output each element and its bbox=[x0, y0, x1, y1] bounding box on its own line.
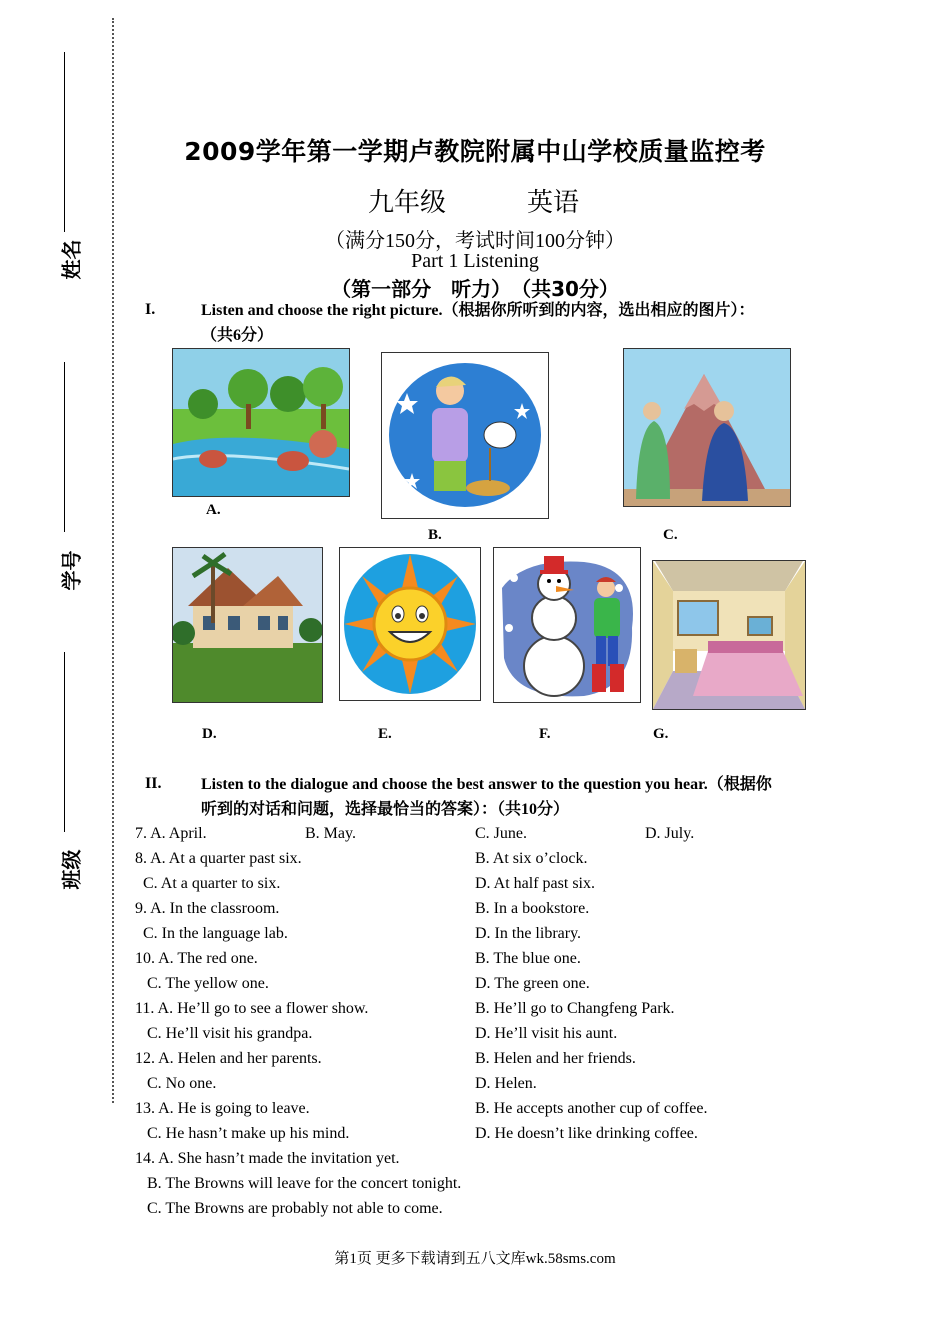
picture-e-label: E. bbox=[378, 726, 392, 742]
picture-d-label: D. bbox=[202, 726, 217, 742]
picture-c bbox=[623, 348, 791, 507]
woman-pouring-tea-icon bbox=[382, 353, 548, 518]
q12-option-a: 12. A. Helen and her parents. bbox=[135, 1050, 322, 1067]
picture-e bbox=[339, 547, 481, 701]
page-footer: 第1页 更多下载请到五八文库wk.58sms.com bbox=[334, 1251, 616, 1267]
q11-option-b: B. He’ll go to Changfeng Park. bbox=[475, 1000, 675, 1017]
picture-g-label: G. bbox=[653, 726, 669, 742]
q9-option-b: B. In a bookstore. bbox=[475, 900, 590, 917]
q13-option-a: 13. A. He is going to leave. bbox=[135, 1100, 310, 1117]
q8-option-c: C. At a quarter to six. bbox=[143, 875, 281, 892]
q12-option-d: D. Helen. bbox=[475, 1075, 537, 1092]
score-time: （满分150分，考试时间100分钟） bbox=[325, 230, 625, 252]
picture-g bbox=[652, 560, 806, 710]
q9-option-c: C. In the language lab. bbox=[143, 925, 288, 942]
class-line bbox=[64, 652, 65, 832]
people-by-mountain-icon bbox=[624, 349, 790, 506]
picture-f bbox=[493, 547, 641, 703]
q10-option-c: C. The yellow one. bbox=[147, 975, 269, 992]
picture-d bbox=[172, 547, 323, 703]
q7-option-a: 7. A. April. bbox=[135, 825, 207, 842]
picture-b bbox=[381, 352, 549, 519]
q7-option-c: C. June. bbox=[475, 825, 527, 842]
q8-option-a: 8. A. At a quarter past six. bbox=[135, 850, 302, 867]
part-cn-title: （第一部分 听力） （共30分） bbox=[331, 277, 619, 301]
q9-option-a: 9. A. In the classroom. bbox=[135, 900, 280, 917]
q10-option-a: 10. A. The red one. bbox=[135, 950, 258, 967]
name-label: 姓名 bbox=[59, 239, 84, 280]
smiling-sun-icon bbox=[340, 548, 480, 700]
picture-f-label: F. bbox=[539, 726, 551, 742]
section1-instruction: Listen and choose the right picture.（根据你所听到的内容，选出相应的图片）： bbox=[201, 302, 755, 319]
student-id-label: 学号 bbox=[59, 550, 84, 591]
bedroom-icon bbox=[653, 561, 805, 709]
house-with-lawn-icon bbox=[173, 548, 322, 702]
grade: 九年级 bbox=[368, 188, 447, 218]
picture-c-label: C. bbox=[663, 527, 678, 543]
q14-option-b: B. The Browns will leave for the concert tonight. bbox=[147, 1175, 462, 1192]
subject: 英语 bbox=[527, 188, 580, 218]
q8-option-d: D. At half past six. bbox=[475, 875, 595, 892]
q7-option-d: D. July. bbox=[645, 825, 695, 842]
q11-option-d: D. He’ll visit his aunt. bbox=[475, 1025, 618, 1042]
picture-a bbox=[172, 348, 350, 497]
q7-option-b: B. May. bbox=[305, 825, 356, 842]
q12-option-b: B. Helen and her friends. bbox=[475, 1050, 636, 1067]
q10-option-b: B. The blue one. bbox=[475, 950, 581, 967]
section2-instruction-line2: 听到的对话和问题，选择最恰当的答案）：（共10分） bbox=[201, 801, 570, 818]
q9-option-d: D. In the library. bbox=[475, 925, 582, 942]
q8-option-b: B. At six o’clock. bbox=[475, 850, 588, 867]
picture-a-label: A. bbox=[206, 502, 221, 518]
q13-option-c: C. He hasn’t make up his mind. bbox=[147, 1125, 350, 1142]
section1-number: I. bbox=[145, 301, 156, 318]
q12-option-c: C. No one. bbox=[147, 1075, 217, 1092]
student-id-line bbox=[64, 362, 65, 532]
q14-option-c: C. The Browns are probably not able to come. bbox=[147, 1200, 443, 1217]
snowman-and-child-icon bbox=[494, 548, 640, 702]
part-title: Part 1 Listening bbox=[411, 250, 539, 272]
q11-option-a: 11. A. He’ll go to see a flower show. bbox=[135, 1000, 369, 1017]
q13-option-b: B. He accepts another cup of coffee. bbox=[475, 1100, 708, 1117]
river-landscape-icon bbox=[173, 349, 349, 496]
section2-instruction-line1: Listen to the dialogue and choose the best answer to the question you hear.（根据你 bbox=[201, 776, 772, 793]
q11-option-c: C. He’ll visit his grandpa. bbox=[147, 1025, 313, 1042]
q13-option-d: D. He doesn’t like drinking coffee. bbox=[475, 1125, 698, 1142]
q14-option-a: 14. A. She hasn’t made the invitation yet. bbox=[135, 1150, 400, 1167]
exam-title: 2009学年第一学期卢教院附属中山学校质量监控考 bbox=[184, 137, 766, 166]
binding-dotted-line bbox=[112, 18, 114, 1103]
section2-number: II. bbox=[145, 775, 162, 792]
class-label: 班级 bbox=[59, 849, 84, 890]
q10-option-d: D. The green one. bbox=[475, 975, 590, 992]
section1-points: （共6分） bbox=[201, 327, 274, 344]
picture-b-label: B. bbox=[428, 527, 442, 543]
